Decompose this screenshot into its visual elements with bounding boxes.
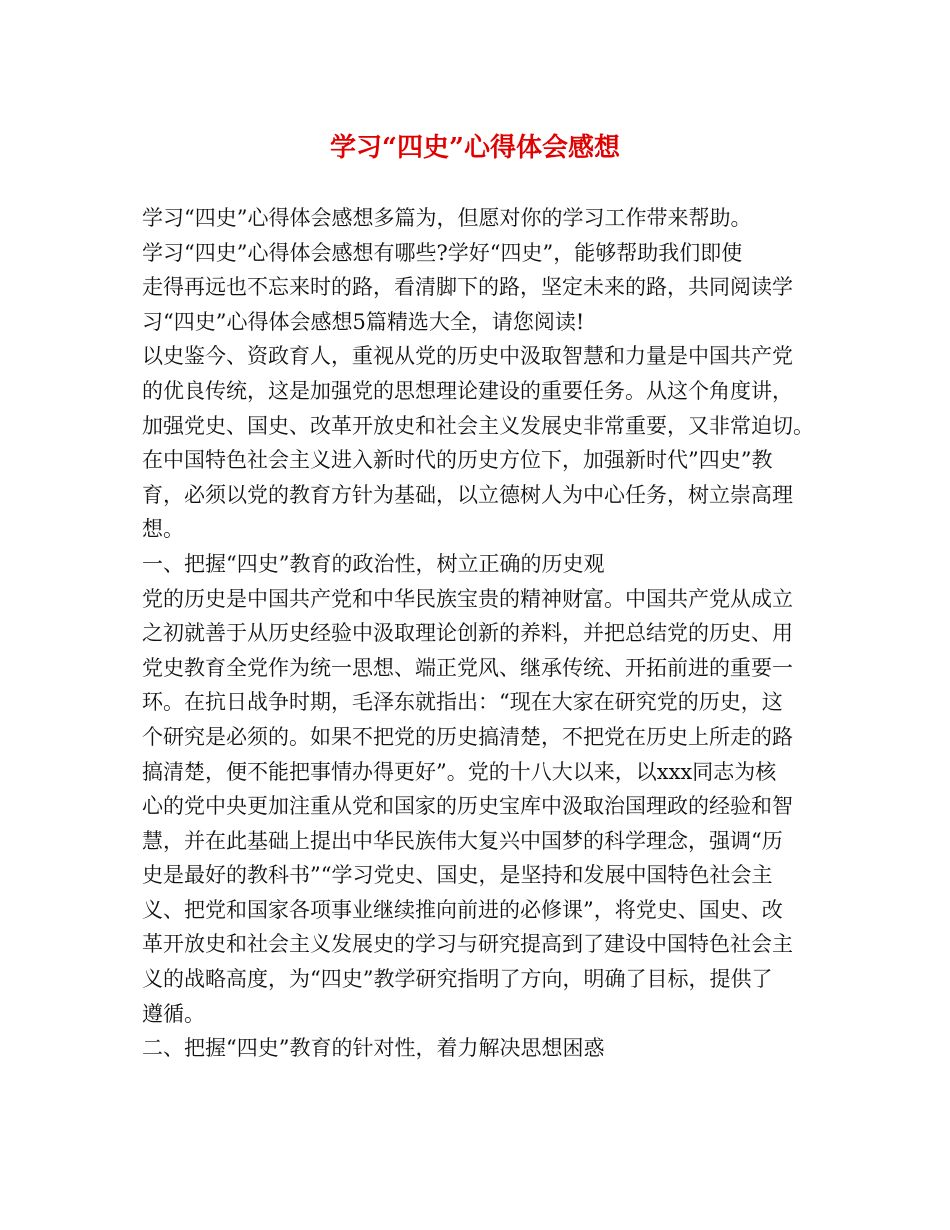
text-line: 革开放史和社会主义发展史的学习与研究提高到了建设中国特色社会主: [142, 932, 793, 957]
document-body: [142, 201, 822, 1066]
text-line: 想。: [142, 517, 184, 542]
text-line: 党史教育全党作为统一思想、端正党风、继承传统、开拓前进的重要一: [142, 655, 793, 680]
text-line: 搞清楚，便不能把事情办得更好”。党的十八大以来，以xxx同志为核: [142, 759, 777, 784]
text-line: 史是最好的教科书”“学习党史、国史，是坚持和发展中国特色社会主: [142, 863, 773, 888]
text-line: 育，必须以党的教育方针为基础，以立德树人为中心任务，树立崇高理: [142, 482, 793, 507]
text-line: 学习“四史”心得体会感想有哪些?学好“四史”，能够帮助我们即使: [142, 240, 743, 265]
document-title: 学习“四史”心得体会感想: [330, 133, 620, 163]
text-line: 走得再远也不忘来时的路，看清脚下的路，坚定未来的路，共同阅读学: [142, 275, 793, 300]
text-line: 在中国特色社会主义进入新时代的历史方位下，加强新时代”四史”教: [142, 448, 773, 473]
text-line: 环。在抗日战争时期，毛泽东就指出：“现在大家在研究党的历史，这: [142, 690, 783, 715]
text-line: 义的战略高度，为“四史”教学研究指明了方向，明确了目标，提供了: [142, 967, 773, 992]
text-line: 的优良传统，这是加强党的思想理论建设的重要任务。从这个角度讲，: [142, 378, 793, 403]
section-heading: 一、把握“四史”教育的政治性，树立正确的历史观: [142, 551, 605, 576]
text-line: 学习“四史”心得体会感想多篇为，但愿对你的学习工作带来帮助。: [142, 206, 752, 230]
text-line: 之初就善于从历史经验中汲取理论创新的养料，并把总结党的历史、用: [142, 621, 793, 646]
text-line: 慧，并在此基础上提出中华民族伟大复兴中国梦的科学理念，强调“历: [142, 828, 783, 853]
text-line: 遵循。: [142, 1001, 205, 1026]
text-line: 加强党史、国史、改革开放史和社会主义发展史非常重要，又非常迫切。: [142, 413, 814, 438]
text-line: 义、把党和国家各项事业继续推向前进的必修课”，将党史、国史、改: [142, 897, 783, 922]
text-line: 个研究是必须的。如果不把党的历史搞清楚，不把党在历史上所走的路: [142, 724, 793, 749]
section-heading: 二、把握“四史”教育的针对性，着力解决思想困惑: [142, 1036, 605, 1061]
text-line: 以史鉴今、资政育人，重视从党的历史中汲取智慧和力量是中国共产党: [142, 344, 793, 369]
text-line: 习“四史”心得体会感想5篇精选大全，请您阅读!: [142, 309, 585, 334]
text-line: 党的历史是中国共产党和中华民族宝贵的精神财富。中国共产党从成立: [142, 586, 793, 611]
text-line: 心的党中央更加注重从党和国家的历史宝库中汲取治国理政的经验和智: [142, 794, 793, 819]
